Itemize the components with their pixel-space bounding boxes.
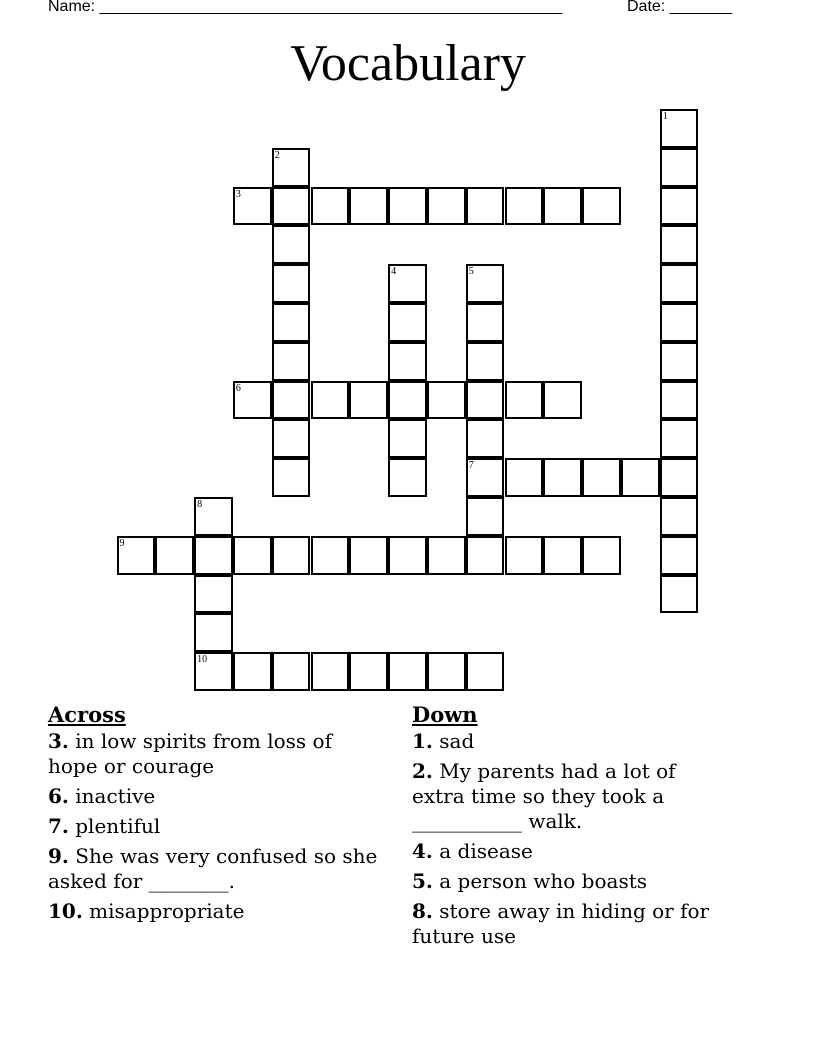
crossword-cell[interactable] xyxy=(466,419,505,458)
crossword-cell[interactable] xyxy=(272,419,311,458)
crossword-cell[interactable] xyxy=(349,652,388,691)
crossword-cell[interactable] xyxy=(505,187,544,226)
clue-across-6: 6. inactive xyxy=(48,784,156,808)
crossword-cell[interactable] xyxy=(272,225,311,264)
clue-across-9: 9. She was very confused so she asked for ________. xyxy=(48,844,378,893)
crossword-cell[interactable] xyxy=(466,187,505,226)
crossword-cell[interactable] xyxy=(660,381,699,420)
crossword-cell[interactable] xyxy=(543,458,582,497)
crossword-cell[interactable] xyxy=(582,458,621,497)
clue-number: 2 xyxy=(274,149,280,161)
clue-down-8: 8. store away in hiding or for future use xyxy=(412,899,710,948)
crossword-cell[interactable] xyxy=(272,381,311,420)
crossword-cell[interactable] xyxy=(466,652,505,691)
crossword-cell[interactable] xyxy=(543,381,582,420)
crossword-cell[interactable] xyxy=(660,148,699,187)
crossword-cell[interactable] xyxy=(388,264,427,303)
clue-number: 9 xyxy=(119,537,125,549)
crossword-cell[interactable] xyxy=(621,458,660,497)
crossword-cell[interactable] xyxy=(272,342,311,381)
crossword-cell[interactable] xyxy=(505,458,544,497)
crossword-cell[interactable] xyxy=(427,536,466,575)
crossword-cell[interactable] xyxy=(466,342,505,381)
crossword-cell[interactable] xyxy=(311,536,350,575)
crossword-cell[interactable] xyxy=(660,225,699,264)
crossword-cell[interactable] xyxy=(311,652,350,691)
crossword-cell[interactable] xyxy=(155,536,194,575)
crossword-cell[interactable] xyxy=(272,458,311,497)
crossword-cell[interactable] xyxy=(272,303,311,342)
crossword-cell[interactable] xyxy=(388,458,427,497)
crossword-cell[interactable] xyxy=(466,381,505,420)
crossword-cell[interactable] xyxy=(349,187,388,226)
across-heading: Across xyxy=(48,702,126,727)
crossword-cell[interactable] xyxy=(543,187,582,226)
crossword-cell[interactable] xyxy=(272,536,311,575)
crossword-cell[interactable] xyxy=(233,536,272,575)
crossword-cell[interactable] xyxy=(660,303,699,342)
crossword-cell[interactable] xyxy=(466,458,505,497)
crossword-cell[interactable] xyxy=(311,187,350,226)
clue-number: 5 xyxy=(468,266,474,278)
crossword-cell[interactable] xyxy=(427,187,466,226)
crossword-cell[interactable] xyxy=(388,187,427,226)
clue-number: 4 xyxy=(391,266,397,278)
crossword-cell[interactable] xyxy=(388,419,427,458)
crossword-cell[interactable] xyxy=(233,652,272,691)
crossword-cell[interactable] xyxy=(311,381,350,420)
crossword-cell[interactable] xyxy=(660,264,699,303)
crossword-cell[interactable] xyxy=(660,458,699,497)
crossword-cell[interactable] xyxy=(272,148,311,187)
clue-number: 1 xyxy=(662,111,668,122)
clue-number: 7 xyxy=(468,460,474,472)
clue-down-1: 1. sad xyxy=(412,729,475,753)
clue-number: 10 xyxy=(197,654,208,666)
crossword-cell[interactable] xyxy=(427,381,466,420)
clue-down-2: 2. My parents had a lot of extra time so they took a ___________ walk. xyxy=(412,759,676,833)
crossword-cell[interactable] xyxy=(543,536,582,575)
crossword-cell[interactable] xyxy=(194,613,233,652)
crossword-cell[interactable] xyxy=(194,575,233,614)
clue-number: 8 xyxy=(197,499,203,510)
crossword-cell[interactable] xyxy=(117,536,156,575)
crossword-cell[interactable] xyxy=(660,575,699,614)
down-clues xyxy=(412,702,732,954)
crossword-cell[interactable] xyxy=(660,187,699,226)
crossword-cell[interactable] xyxy=(660,109,699,148)
crossword-cell[interactable] xyxy=(194,497,233,536)
clue-down-5: 5. a person who boasts xyxy=(412,869,648,893)
crossword-cell[interactable] xyxy=(388,342,427,381)
crossword-cell[interactable] xyxy=(582,536,621,575)
crossword-cell[interactable] xyxy=(194,536,233,575)
crossword-cell[interactable] xyxy=(349,536,388,575)
clue-number: 6 xyxy=(235,382,241,394)
crossword-cell[interactable] xyxy=(660,342,699,381)
crossword-cell[interactable] xyxy=(272,652,311,691)
clue-across-7: 7. plentiful xyxy=(48,814,161,838)
crossword-cell[interactable] xyxy=(466,497,505,536)
crossword-cell[interactable] xyxy=(505,536,544,575)
crossword-cell[interactable] xyxy=(427,652,466,691)
crossword-cell[interactable] xyxy=(233,381,272,420)
crossword-cell[interactable] xyxy=(194,652,233,691)
crossword-cell[interactable] xyxy=(349,381,388,420)
crossword-cell[interactable] xyxy=(466,536,505,575)
crossword-cell[interactable] xyxy=(233,187,272,226)
crossword-cell[interactable] xyxy=(388,652,427,691)
crossword-cell[interactable] xyxy=(505,381,544,420)
name-field-label: Name: ____________________________________________________ xyxy=(48,0,563,15)
crossword-cell[interactable] xyxy=(582,187,621,226)
crossword-cell[interactable] xyxy=(272,187,311,226)
clue-down-4: 4. a disease xyxy=(412,839,533,863)
crossword-cell[interactable] xyxy=(466,303,505,342)
crossword-grid xyxy=(118,110,718,710)
crossword-cell[interactable] xyxy=(660,497,699,536)
crossword-cell[interactable] xyxy=(388,381,427,420)
clue-across-10: 10. misappropriate xyxy=(48,899,245,923)
crossword-cell[interactable] xyxy=(466,264,505,303)
crossword-cell[interactable] xyxy=(660,419,699,458)
clue-across-3: 3. in low spirits from loss of hope or courage xyxy=(48,729,332,778)
down-heading: Down xyxy=(412,702,478,727)
clue-number: 3 xyxy=(235,188,241,200)
page-title: Vocabulary xyxy=(290,35,526,92)
date-field-label: Date: _______ xyxy=(627,0,732,15)
across-clues xyxy=(48,702,378,929)
crossword-cell[interactable] xyxy=(388,303,427,342)
crossword-cell[interactable] xyxy=(272,264,311,303)
crossword-cell[interactable] xyxy=(660,536,699,575)
crossword-cell[interactable] xyxy=(388,536,427,575)
